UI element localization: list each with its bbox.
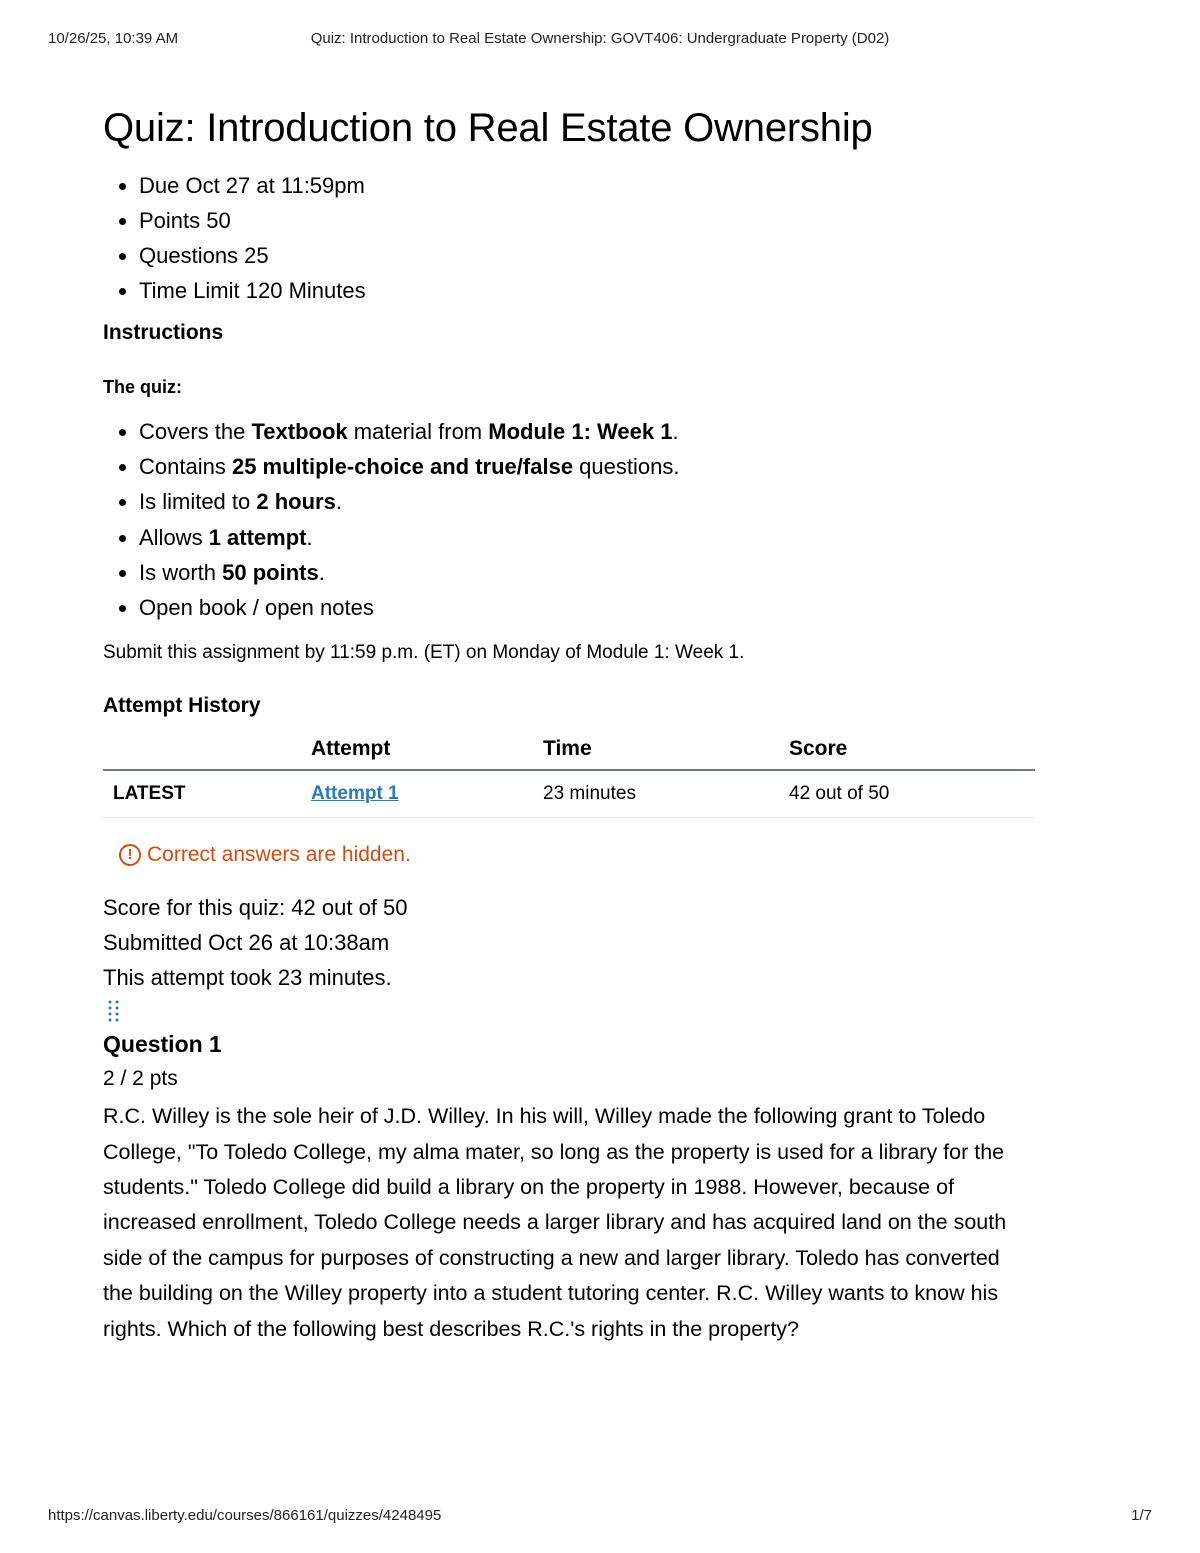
column-header-label [103,729,301,770]
quiz-details-list [103,168,1038,308]
print-page-number: 1/7 [1131,1507,1152,1524]
quiz-content [103,100,1038,1347]
attempt-history-heading: Attempt History [103,694,261,718]
drag-handle-icon[interactable] [107,999,121,1023]
column-header-score: Score [779,729,1035,770]
print-header [48,30,1152,50]
answers-hidden-text: Correct answers are hidden. [147,843,411,867]
instruction-item: • Covers the Textbook material from Module 1: Week 1. [139,414,1038,449]
points-total: • Points 50 [139,203,1038,238]
instructions-subheading: The quiz: [103,377,182,397]
attempt-history-table [103,729,1035,818]
attempt-1-link[interactable]: Attempt 1 [311,783,399,805]
quiz-result-summary [103,890,1038,995]
print-page-title: Quiz: Introduction to Real Estate Ownership: GOVT406: Undergraduate Property (D02) [310,30,890,47]
column-header-attempt: Attempt [301,729,533,770]
page-title: Quiz: Introduction to Real Estate Ownership [103,106,873,150]
print-url: https://canvas.liberty.edu/courses/866161/quizzes/4248495 [48,1507,442,1524]
quiz-score: Score for this quiz: 42 out of 50 [103,895,408,921]
instruction-item: • Is worth 50 points. [139,555,1038,590]
question-points: 2 / 2 pts [103,1067,178,1091]
warning-icon: ! [119,844,141,866]
question-text: R.C. Willey is the sole heir of J.D. Willey. In his will, Willey made the following grant to Toledo College, "To Toledo College, my alma mater, so long as the property is used for a library for the students." Toledo College did build a library on the property in 1988. However, because of increased enrollment, Toledo College needs a larger library and has acquired land on the south side of the campus for purposes of constructing a new and larger library. Toledo has converted the building on the Willey property into a student tutoring center. R.C. Willey wants to know his rights. Which of the following best describes R.C.'s rights in the property? [103,1104,1007,1341]
time-cell: 23 minutes [533,770,779,818]
table-header-row [103,729,1035,770]
print-datetime: 10/26/25, 10:39 AM [48,30,179,47]
instructions-heading: Instructions [103,321,224,344]
instruction-item: • Is limited to 2 hours. [139,484,1038,519]
instruction-item: • Contains 25 multiple-choice and true/false questions. [139,449,1038,484]
question-title: Question 1 [103,1031,222,1058]
score-cell: 42 out of 50 [779,770,1035,818]
answers-hidden-notice [119,840,1038,870]
question-count: • Questions 25 [139,238,1038,273]
column-header-time: Time [533,729,779,770]
attempt-cell [301,770,533,818]
submitted-date: Submitted Oct 26 at 10:38am [103,930,390,956]
print-footer [48,1507,1152,1527]
attempt-duration: This attempt took 23 minutes. [103,965,392,991]
due-date: • Due Oct 27 at 11:59pm [139,168,1038,203]
submit-deadline-note: Submit this assignment by 11:59 p.m. (ET) on Monday of Module 1: Week 1. [103,642,745,664]
instructions-list [103,414,1038,625]
instruction-item: • Allows 1 attempt. [139,520,1038,555]
latest-label: LATEST [103,770,301,818]
table-row [103,770,1035,818]
time-limit: • Time Limit 120 Minutes [139,273,1038,308]
instruction-item: • Open book / open notes [139,590,1038,625]
